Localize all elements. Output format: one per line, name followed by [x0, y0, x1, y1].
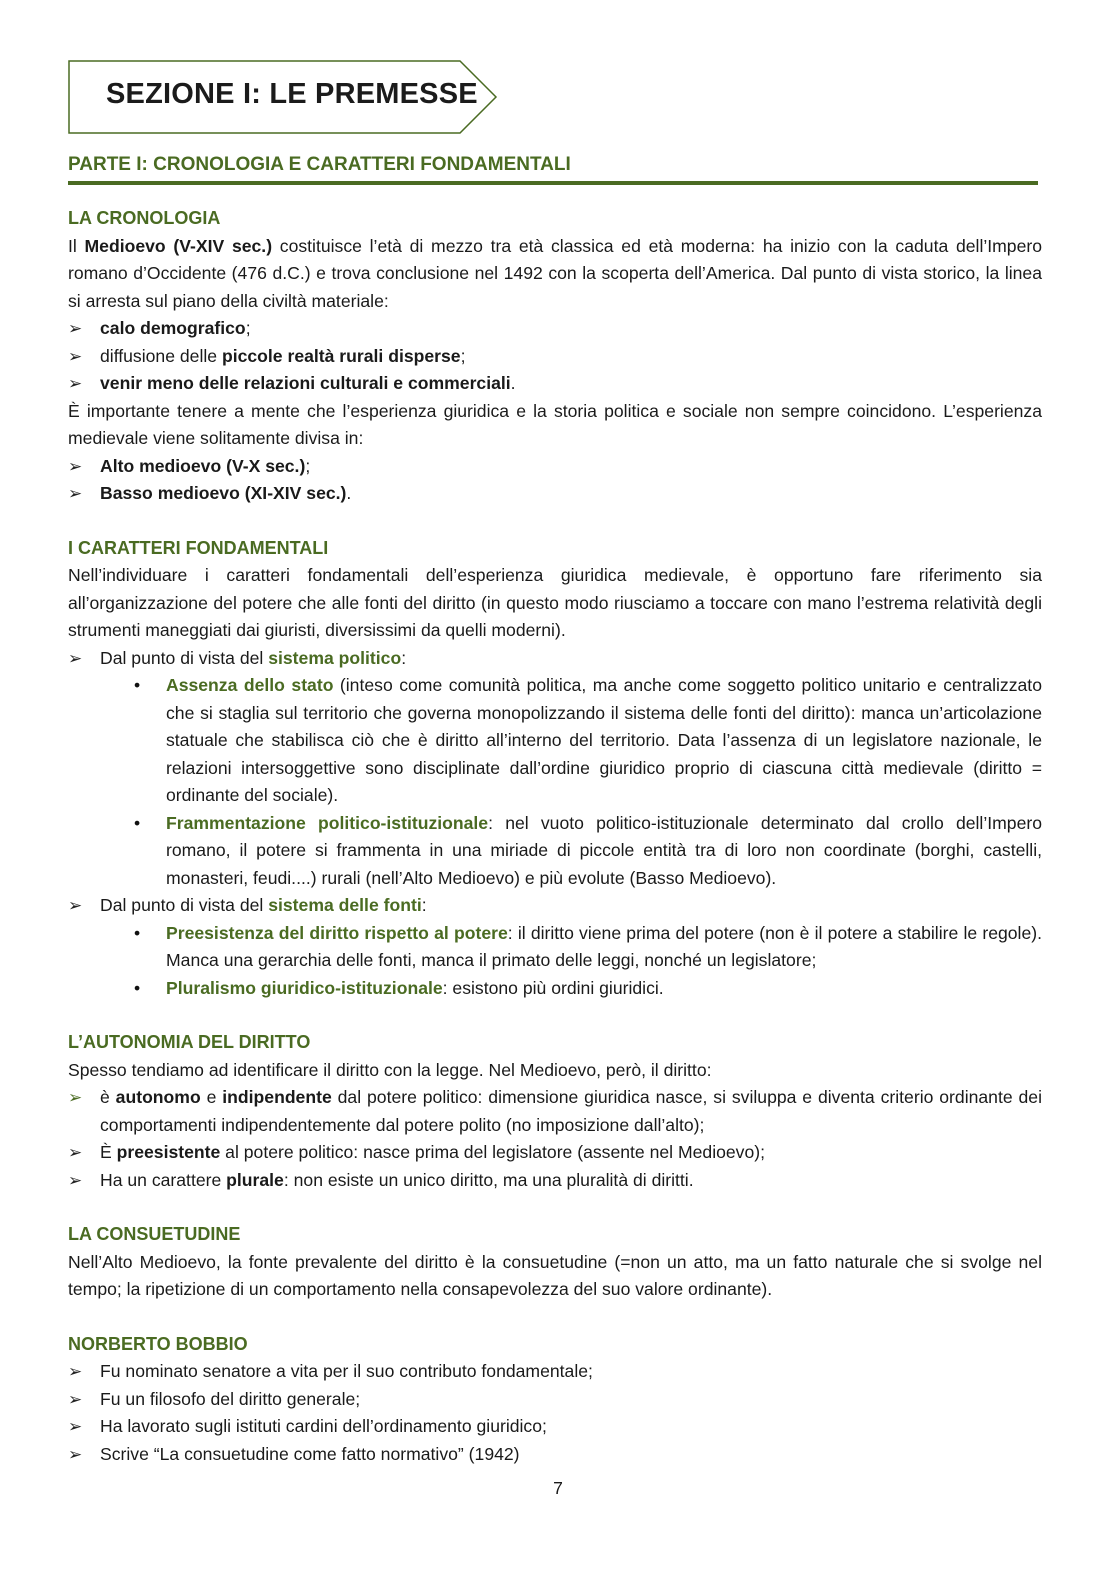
list-item: ➢ calo demografico; — [68, 315, 1042, 343]
arrow-bullet-icon: ➢ — [68, 374, 83, 393]
list-item: ➢ È preesistente al potere politico: nasce prima del legislatore (assente nel Medioevo); — [68, 1139, 1042, 1167]
arrow-bullet-icon: ➢ — [68, 648, 83, 668]
sistema-politico-list — [100, 672, 1042, 892]
arrow-bullet-icon: ➢ — [68, 1389, 83, 1409]
dot-bullet-icon: • — [134, 922, 141, 943]
cronologia-para2: È importante tenere a mente che l’esperienza giuridica e la storia politica e sociale non sempre coincidono. L’esperienza medievale viene solitamente divisa in: — [68, 400, 1042, 448]
arrow-bullet-icon: ➢ — [68, 319, 83, 338]
heading-consuetudine: LA CONSUETUDINE — [68, 1224, 241, 1244]
list-item: ➢ è autonomo e indipendente dal potere politico: dimensione giuridica nasce, si sviluppa e diventa criterio ordinante dei comportamenti indipendentemente dal potere polito (no imposizione dall’alto); — [68, 1084, 1042, 1139]
cronologia-intro: Il Medioevo (V-XIV sec.) costituisce l’età di mezzo tra età classica ed età moderna: ha inizio con la caduta dell’Impero romano d’Occidente (476 d.C.) e trova conclusione nel 1492 con la scoperta dell’America. Dal punto di vista storico, la linea si arresta sul piano della civiltà materiale: — [68, 235, 1043, 311]
document-page — [68, 60, 1042, 1468]
list-item: • Preesistenza del diritto rispetto al potere: il diritto viene prima del potere (non è il potere a stabilire le regole). Manca una gerarchia delle fonti, manca il primato delle leggi, nonché un legislatore; — [134, 920, 1042, 975]
caratteri-list — [68, 645, 1042, 1003]
autonomia-intro: Spesso tendiamo ad identificare il diritto con la legge. Nel Medioevo, però, il diritto: — [68, 1059, 712, 1080]
arrow-bullet-icon: ➢ — [68, 1170, 83, 1190]
heading-bobbio: NORBERTO BOBBIO — [68, 1333, 248, 1354]
dot-bullet-icon: • — [134, 977, 141, 998]
arrow-bullet-icon: ➢ — [68, 456, 83, 476]
part-heading: PARTE I: CRONOLOGIA E CARATTERI FONDAMENTALI — [68, 154, 1038, 185]
dot-bullet-icon: • — [134, 675, 141, 695]
arrow-bullet-icon: ➢ — [68, 1417, 83, 1436]
list-item: ➢ diffusione delle piccole realtà rurali disperse; — [68, 343, 1042, 371]
autonomia-list — [68, 1084, 1042, 1194]
arrow-bullet-icon: ➢ — [68, 1362, 83, 1381]
arrow-bullet-icon: ➢ — [68, 1088, 83, 1107]
arrow-bullet-icon: ➢ — [68, 484, 83, 503]
periodi-list — [68, 453, 1042, 508]
consuetudine-text: Nell’Alto Medioevo, la fonte prevalente del diritto è la consuetudine (=non un atto, ma un fatto naturale che si svolge nel tempo; la ripetizione di un comportamento nella consapevolezza del suo valore ordinante). — [68, 1251, 1042, 1299]
cronologia-list — [68, 315, 1042, 398]
arrow-bullet-icon: ➢ — [68, 896, 83, 915]
heading-cronologia: LA CRONOLOGIA — [68, 208, 221, 228]
list-item: ➢ Basso medioevo (XI-XIV sec.). — [68, 480, 1042, 508]
list-item: ➢ venir meno delle relazioni culturali e commerciali. — [68, 370, 1042, 398]
list-item: • Assenza dello stato (inteso come comunità politica, ma anche come soggetto politico unitario e centralizzato che si staglia sul territorio che governa monopolizzando il sistema delle fonti del diritto): manca un’articolazione statuale che stabilisca ciò che è diritto all’interno del territorio. Data l’assenza di un legislatore nazionale, le relazioni intersoggettive sono disciplinate dall’ordine giuridico proprio di ciascuna città medievale (diritto = ordinante del sociale). — [134, 672, 1042, 810]
dot-bullet-icon: • — [134, 812, 141, 833]
list-item: ➢ Alto medioevo (V-X sec.); — [68, 453, 1042, 481]
list-item: ➢ Fu un filosofo del diritto generale; — [68, 1386, 1042, 1414]
arrow-bullet-icon: ➢ — [68, 1444, 83, 1464]
list-item: ➢ Dal punto di vista del sistema delle fonti: • Preesistenza del diritto rispetto al potere: il diritto viene prima del potere (non è il potere a stabilire le regole). Manca una gerarchia delle fonti, manca il primato delle leggi, nonché un legislatore; • Pluralismo giuridico-istituzionale: esistono più ordini giuridici. — [68, 892, 1042, 1002]
list-item: ➢ Fu nominato senatore a vita per il suo contributo fondamentale; — [68, 1358, 1042, 1386]
list-item: ➢ Ha un carattere plurale: non esiste un unico diritto, ma una pluralità di diritti. — [68, 1167, 1042, 1195]
caratteri-intro: Nell’individuare i caratteri fondamentali dell’esperienza giuridica medievale, è opportuno fare riferimento sia all’organizzazione del potere che alle fonti del diritto (in questo modo riusciamo a toccare con mano l’estrema relatività degli strumenti maneggiati dai giuristi, diversissimi da quelli moderni). — [68, 565, 1042, 640]
list-item: • Frammentazione politico-istituzionale: nel vuoto politico-istituzionale determinato dal crollo dell’Impero romano, il potere si frammenta in una miriade di piccole entità tra di loro non coordinate (borghi, castelli, monasteri, feudi....) rurali (nell’Alto Medioevo) e più evolute (Basso Medioevo). — [134, 810, 1042, 893]
arrow-bullet-icon: ➢ — [68, 346, 83, 366]
heading-caratteri: I CARATTERI FONDAMENTALI — [68, 537, 329, 558]
list-item: • Pluralismo giuridico-istituzionale: esistono più ordini giuridici. — [134, 975, 1042, 1003]
bobbio-list — [68, 1358, 1042, 1468]
arrow-bullet-icon: ➢ — [68, 1143, 83, 1162]
section-title: SEZIONE I: LE PREMESSE — [106, 78, 478, 110]
list-item: ➢ Ha lavorato sugli istituti cardini dell’ordinamento giuridico; — [68, 1413, 1042, 1441]
section-title-box — [68, 60, 498, 134]
sistema-fonti-list — [100, 920, 1042, 1003]
list-item: ➢ Dal punto di vista del sistema politico: • Assenza dello stato (inteso come comunità politica, ma anche come soggetto politico unitario e centralizzato che si staglia sul territorio che governa monopolizzando il sistema delle fonti del diritto): manca un’articolazione statuale che stabilisca ciò che è diritto all’interno del territorio. Data l’assenza di un legislatore nazionale, le relazioni intersoggettive sono disciplinate dall’ordine giuridico proprio di ciascuna città medievale (diritto = ordinante del sociale). • Frammentazione politico-istituzionale: nel vuoto politico-istituzionale determinato dal crollo dell’Impero romano, il potere si frammenta in una miriade di piccole entità tra di loro non coordinate (borghi, castelli, monasteri, feudi....) rurali (nell’Alto Medioevo) e più evolute (Basso Medioevo). — [68, 645, 1042, 893]
page-number: 7 — [553, 1478, 563, 1498]
list-item: ➢ Scrive “La consuetudine come fatto normativo” (1942) — [68, 1441, 1042, 1469]
heading-autonomia: L’AUTONOMIA DEL DIRITTO — [68, 1032, 311, 1052]
